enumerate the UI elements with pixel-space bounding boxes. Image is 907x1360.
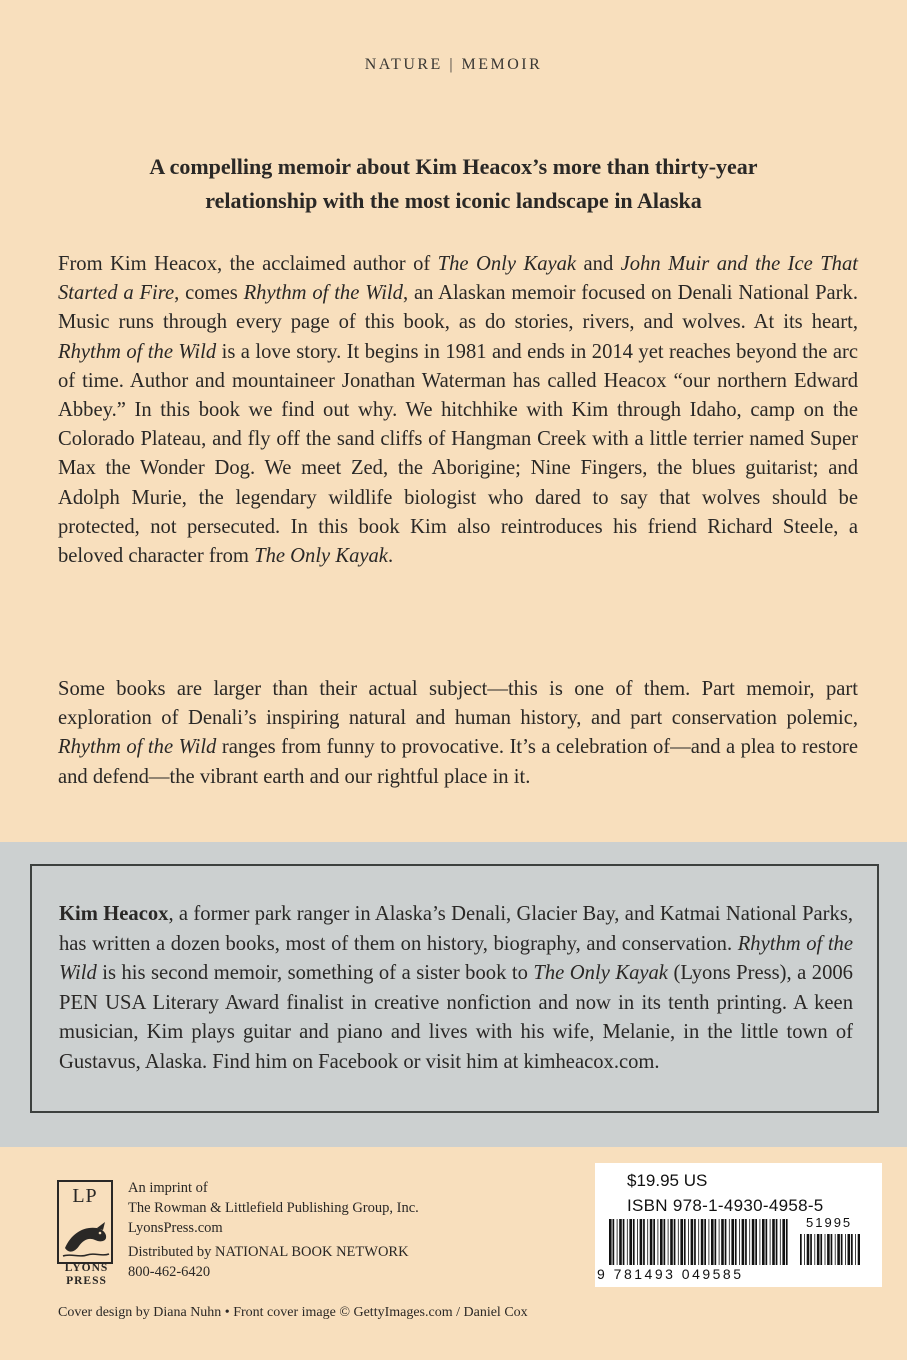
isbn-label: ISBN 978-1-4930-4958-5 (627, 1196, 824, 1215)
barcode-bar (749, 1219, 750, 1265)
bio-text: is his second memoir, something of a sister book to (96, 962, 534, 984)
barcode-bar (800, 1234, 802, 1265)
barcode-bar (766, 1219, 768, 1265)
bio-text: (Lyons Press), a 2006 PEN USA Literary Award finalist in creative nonfiction and now in its tenth printing. A keen musician, Kim plays guitar and piano and lives with his wife, Melanie, in the little town of Gustavus, Alaska. Find him on Facebook or visit him at kimheacox.com. (59, 962, 853, 1073)
barcode-bar (814, 1234, 815, 1265)
book-title: Rhythm of the Wild (58, 340, 217, 363)
barcode-bar (770, 1219, 771, 1265)
barcode-bar (647, 1219, 648, 1265)
price-label: $19.95 US (627, 1171, 708, 1190)
barcode-bar (660, 1219, 663, 1265)
blurb-text: , comes (174, 282, 244, 305)
distributor-line: Distributed by NATIONAL BOOK NETWORK (128, 1244, 409, 1260)
barcode-bar (752, 1219, 755, 1265)
barcode-bar (704, 1219, 706, 1265)
barcode-bar (837, 1234, 840, 1265)
barcode-bar (609, 1219, 612, 1265)
barcode-bar (804, 1234, 805, 1265)
barcode-bar (755, 1219, 757, 1265)
barcode-bar (619, 1219, 622, 1265)
logo-initials: LP (72, 1185, 98, 1207)
book-title: The Only Kayak (533, 962, 668, 984)
barcode-bar (725, 1219, 727, 1265)
barcode-bar (825, 1234, 826, 1265)
barcode-bar (851, 1234, 853, 1265)
publisher-logo (55, 1180, 118, 1285)
barcode-bar (745, 1219, 747, 1265)
book-title: The Only Kayak (254, 545, 388, 568)
leaping-fish-icon (59, 1182, 111, 1262)
barcode-bar (835, 1234, 836, 1265)
barcode-bar (721, 1219, 724, 1265)
blurb-text: ranges from funny to provocative. It’s a celebration of—and a plea to restore and defend—the vibrant earth and our rightful place in it. (58, 736, 858, 788)
barcode-bar (668, 1219, 669, 1265)
barcode-bar (782, 1219, 785, 1265)
barcode-bar (637, 1219, 638, 1265)
blurb-text: . (387, 545, 394, 568)
barcode-bar (627, 1219, 628, 1265)
barcode-bar (613, 1219, 615, 1265)
barcode-bar (629, 1219, 632, 1265)
cover-credits: Cover design by Diana Nuhn • Front cover image © GettyImages.com / Daniel Cox (58, 1305, 528, 1320)
barcode-bar (831, 1234, 833, 1265)
logo-name-line-2: PRESS (66, 1275, 107, 1287)
addon-number: 51995 (806, 1215, 853, 1230)
author-bio-text (59, 900, 853, 1077)
addon-barcode (800, 1234, 860, 1265)
bio-text: , a former park ranger in Alaska’s Denali, Glacier Bay, and Katmai National Parks, has written a dozen books, most of them on history, biography, and conservation. (59, 903, 854, 955)
blurb-text: and (576, 253, 621, 275)
barcode-bar (719, 1219, 720, 1265)
barcode-bar (760, 1219, 761, 1265)
book-title: Rhythm of the Wild (243, 282, 403, 305)
barcode-bar (780, 1219, 781, 1265)
barcode-bar (841, 1234, 843, 1265)
category-label: NATURE | MEMOIR (364, 56, 543, 73)
barcode-bar (810, 1234, 812, 1265)
barcode-bar (658, 1219, 659, 1265)
barcode-bar (617, 1219, 618, 1265)
barcode-bar (680, 1219, 683, 1265)
barcode-bar (817, 1234, 820, 1265)
barcode-bar (855, 1234, 856, 1265)
barcode-bar (715, 1219, 717, 1265)
barcode-bar (735, 1219, 737, 1265)
barcode-bar (807, 1234, 810, 1265)
barcode-bar (820, 1234, 822, 1265)
barcode-bar (640, 1219, 643, 1265)
publisher-info (128, 1178, 568, 1282)
barcode-bar (762, 1219, 765, 1265)
book-title: John Muir and the Ice That Started a Fire (58, 253, 858, 305)
author-bio-band (0, 842, 907, 1147)
barcode-bar (623, 1219, 625, 1265)
barcode-bar (664, 1219, 666, 1265)
barcode-bar (729, 1219, 730, 1265)
isbn-barcode (609, 1219, 789, 1265)
barcode-bar (858, 1234, 860, 1265)
headline-line-1: A compelling memoir about Kim Heacox’s more than thirty-year (149, 154, 758, 179)
barcode-bar (670, 1219, 673, 1265)
author-bio-box (30, 864, 879, 1113)
barcode-bar (643, 1219, 645, 1265)
publisher-line: The Rowman & Littlefield Publishing Group, Inc. (128, 1200, 419, 1216)
barcode-bar (845, 1234, 846, 1265)
book-title: Rhythm of the Wild (58, 736, 217, 759)
barcode-bar (650, 1219, 653, 1265)
barcode-bar (848, 1234, 851, 1265)
barcode-bar (674, 1219, 676, 1265)
barcode-bar (739, 1219, 740, 1265)
barcode-bar (776, 1219, 778, 1265)
barcode-bar (684, 1219, 686, 1265)
blurb-text: From Kim Heacox, the acclaimed author of (58, 253, 438, 275)
logo-frame (57, 1180, 113, 1264)
headline (100, 150, 807, 218)
barcode-bar (709, 1219, 710, 1265)
book-title: Rhythm of the Wild (59, 932, 853, 984)
barcode-bar (772, 1219, 775, 1265)
logo-name (55, 1262, 118, 1288)
book-title: The Only Kayak (437, 253, 577, 275)
blurb-text: , an Alaskan memoir focused on Denali National Park. Music runs through every page of this book, as do stories, rivers, and wolves. At its heart, (58, 282, 858, 334)
barcode-digits: 9 781493 049585 (597, 1266, 744, 1282)
publisher-line: An imprint of (128, 1180, 208, 1196)
barcode-bar (633, 1219, 635, 1265)
barcode-bar (698, 1219, 699, 1265)
barcode-bar (742, 1219, 745, 1265)
blurb-text: Some books are larger than their actual subject—this is one of them. Part memoir, part exploration of Denali’s inspiring natural and human history, and part conservation polemic, (58, 678, 858, 730)
barcode-bar (711, 1219, 714, 1265)
headline-line-2: relationship with the most iconic landscape in Alaska (205, 188, 702, 213)
distributor-phone: 800-462-6420 (128, 1264, 211, 1280)
barcode-bar (691, 1219, 694, 1265)
publisher-website: LyonsPress.com (128, 1220, 223, 1236)
logo-name-line-1: LYONS (64, 1262, 109, 1274)
barcode-bar (786, 1219, 788, 1265)
barcode-bar (653, 1219, 655, 1265)
blurb-paragraph-1 (58, 250, 858, 571)
blurb-text: is a love story. It begins in 1981 and ends in 2014 yet reaches beyond the arc of time. Author and mountaineer Jonathan Waterman has called Heacox “our northern Edward Abbey.” In this book we find out why. We hitchhike with Kim through Idaho, camp on the Colorado Plateau, and fly off the sand cliffs of Hangman Creek with a little terrier named Super Max the Wonder Dog. We meet Zed, the Aborigine; Nine Fingers, the blues guitarist; and Adolph Murie, the legendary wildlife biologist who dared to say that wolves should be protected, not persecuted. In this book Kim also reintroduces his friend Richard Steele, a beloved character from (58, 340, 858, 568)
barcode-panel (595, 1163, 882, 1287)
barcode-bar (678, 1219, 679, 1265)
barcode-bar (694, 1219, 696, 1265)
barcode-bar (701, 1219, 704, 1265)
barcode-bar (827, 1234, 830, 1265)
author-name: Kim Heacox (59, 903, 169, 925)
barcode-bar (731, 1219, 734, 1265)
blurb-paragraph-2 (58, 675, 858, 792)
barcode-bar (688, 1219, 689, 1265)
